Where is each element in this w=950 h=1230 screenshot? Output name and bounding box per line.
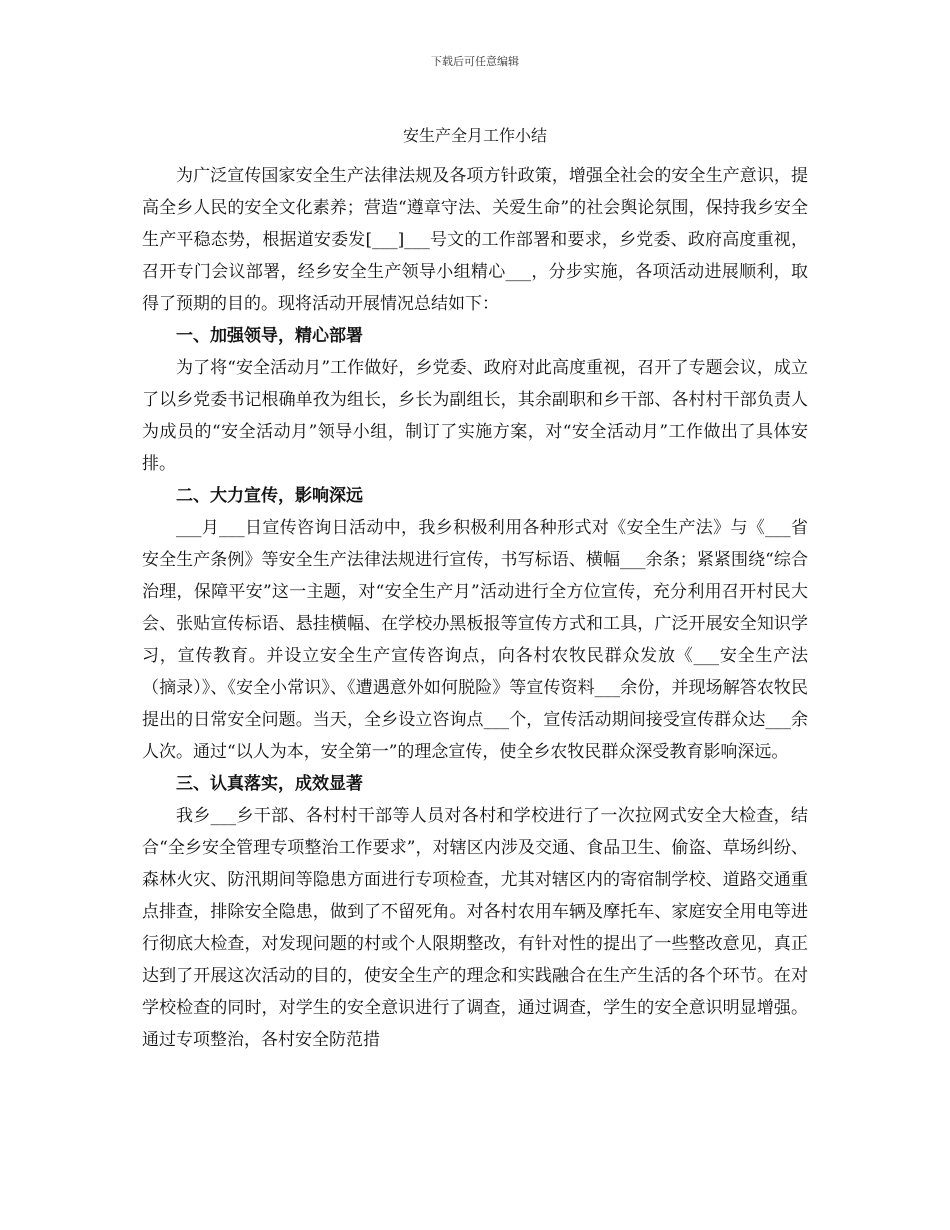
document-title: 安生产全月工作小结 xyxy=(402,126,547,145)
section-1-paragraph: 为了将“安全活动月”工作做好，乡党委、政府对此高度重视，召开了专题会议，成立了以乡党委书记根确单孜为组长，乡长为副组长，其余副职和乡干部、各村村干部负责人为成员的“安全活动月”领导小组，制订了实施方案，对“安全活动月”工作做出了具体安排。 xyxy=(142,358,808,474)
page-header-note: 下载后可任意编辑 xyxy=(431,55,519,68)
document-body xyxy=(142,118,808,1056)
section-3-paragraph: 我乡___乡干部、各村村干部等人员对各村和学校进行了一次拉网式安全大检查，结合“全乡安全管理专项整治工作要求”，对辖区内涉及交通、食品卫生、偷盗、草场纠纷、森林火灾、防汛期间等隐患方面进行专项检查，尤其对辖区内的寄宿制学校、道路交通重点排查，排除安全隐患，做到了不留死角。对各村农用车辆及摩托车、家庭安全用电等进行彻底大检查，对发现问题的村或个人限期整改，有针对性的提出了一些整改意见，真正达到了开展这次活动的目的，使安全生产的理念和实践融合在生产生活的各个环节。在对学校检查的同时，对学生的安全意识进行了调查，通过调查，学生的安全意识明显增强。通过专项整治，各村安全防范措 xyxy=(142,806,808,1050)
section-1-heading: 一、加强领导，精心部署 xyxy=(176,326,363,346)
section-2-paragraph: ___月___日宣传咨询日活动中，我乡积极利用各种形式对《安全生产法》与《___省安全生产条例》等安全生产法律法规进行宣传，书写标语、横幅___余条；紧紧围绕“综合治理，保障平安”这一主题，对“安全生产月”活动进行全方位宣传，充分利用召开村民大会、张贴宣传标语、悬挂横幅、在学校办黑板报等宣传方式和工具，广泛开展安全知识学习，宣传教育。并设立安全生产宣传咨询点，向各村农牧民群众发放《___安全生产法（摘录）》、《安全小常识》、《遭遇意外如何脱险》等宣传资料___余份，并现场解答农牧民提出的日常安全问题。当天，全乡设立咨询点___个，宣传活动期间接受宣传群众达___余人次。通过“以人为本，安全第一”的理念宣传，使全乡农牧民群众深受教育影响深远。 xyxy=(142,518,808,762)
intro-paragraph: 为广泛宣传国家安全生产法律法规及各项方针政策，增强全社会的安全生产意识，提高全乡人民的安全文化素养；营造“遵章守法、关爱生命”的社会舆论氛围，保持我乡安全生产平稳态势，根据道安委发[___]___号文的工作部署和要求，乡党委、政府高度重视，召开专门会议部署，经乡安全生产领导小组精心___，分步实施，各项活动进展顺利，取得了预期的目的。现将活动开展情况总结如下： xyxy=(142,166,808,314)
section-3-heading: 三、认真落实，成效显著 xyxy=(176,774,363,794)
section-2-heading: 二、大力宣传，影响深远 xyxy=(176,486,363,506)
